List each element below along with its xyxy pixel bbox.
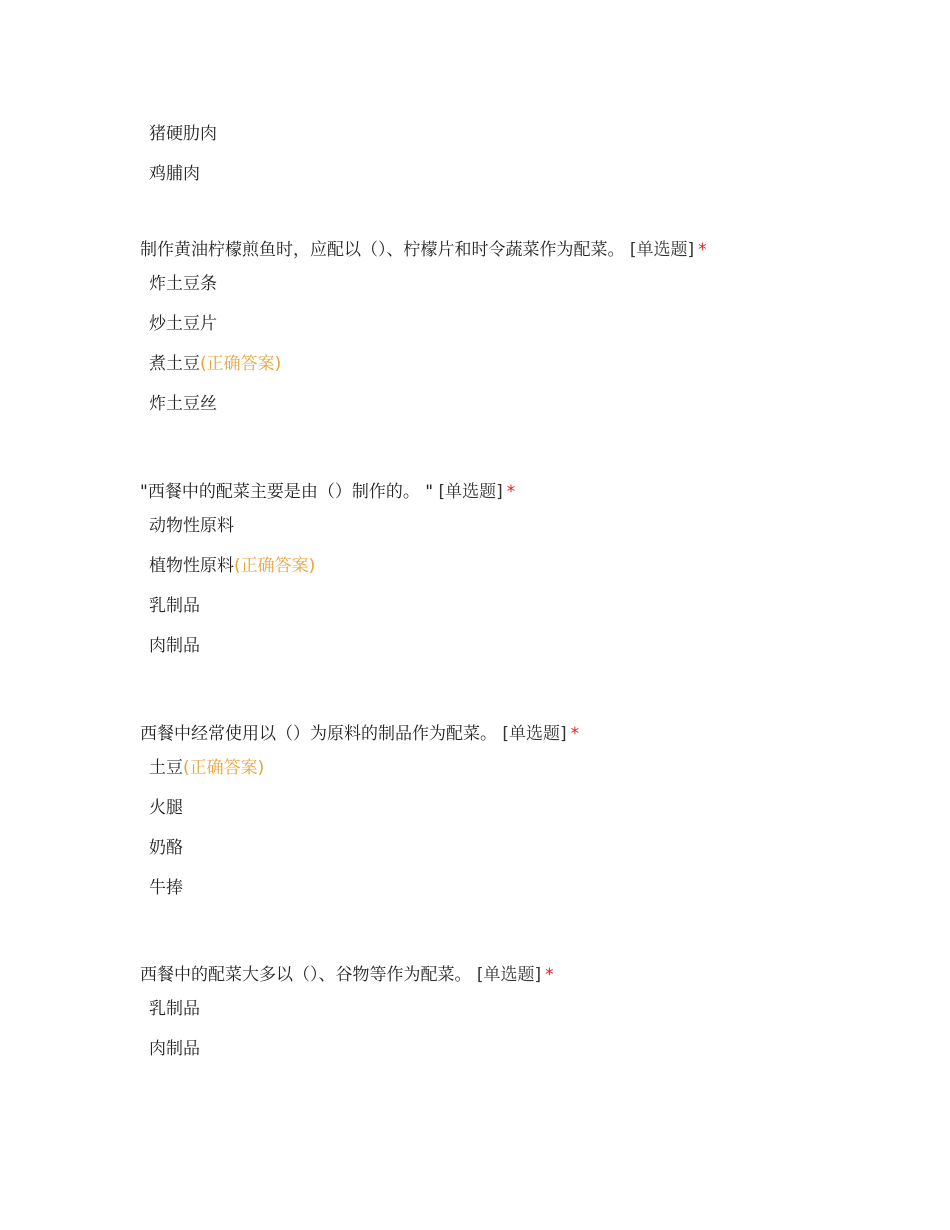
question-block <box>140 238 920 432</box>
required-asterisk: * <box>570 724 580 744</box>
option-text: 肉制品 <box>149 636 200 656</box>
option[interactable] <box>140 836 920 860</box>
option[interactable] <box>140 796 920 820</box>
required-asterisk: * <box>506 482 516 502</box>
option-text: 火腿 <box>149 798 183 818</box>
option-text: 鸡脯肉 <box>149 164 200 184</box>
question-text: 制作黄油柠檬煎鱼时，应配以（）、柠檬片和时令蔬菜作为配菜。 <box>140 240 625 260</box>
option[interactable] <box>140 594 920 618</box>
question-text: "西餐中的配菜主要是由（）制作的。 " <box>140 482 434 502</box>
option-text: 肉制品 <box>149 1039 200 1059</box>
question-type-tag: [单选题] <box>502 724 567 744</box>
option[interactable] <box>140 122 920 146</box>
question-block-continued <box>140 122 920 202</box>
option[interactable] <box>140 514 920 538</box>
question-title <box>140 963 920 987</box>
option-text: 炒土豆片 <box>149 314 217 334</box>
option[interactable] <box>140 876 920 900</box>
correct-answer-mark: (正确答案) <box>200 354 282 374</box>
option[interactable] <box>140 272 920 296</box>
option[interactable] <box>140 312 920 336</box>
option-text: 炸土豆丝 <box>149 394 217 414</box>
option-text: 奶酪 <box>149 838 183 858</box>
question-block <box>140 963 920 1077</box>
correct-answer-mark: (正确答案) <box>234 556 316 576</box>
option-text: 乳制品 <box>149 596 200 616</box>
question-type-tag: [单选题] <box>629 240 695 260</box>
correct-answer-mark: (正确答案) <box>183 758 265 778</box>
question-type-tag: [单选题] <box>438 482 503 502</box>
question-block <box>140 480 920 674</box>
question-type-tag: [单选题] <box>476 965 542 985</box>
option[interactable] <box>140 634 920 658</box>
option[interactable] <box>140 352 920 376</box>
option-text: 乳制品 <box>149 999 200 1019</box>
required-asterisk: * <box>545 965 554 985</box>
question-title <box>140 480 920 504</box>
option[interactable] <box>140 997 920 1021</box>
question-title <box>140 722 920 746</box>
option[interactable] <box>140 756 920 780</box>
question-block <box>140 722 920 916</box>
option-text: 牛捧 <box>149 878 183 898</box>
required-asterisk: * <box>698 240 707 260</box>
question-text: 西餐中的配菜大多以（）、谷物等作为配菜。 <box>140 965 472 985</box>
option[interactable] <box>140 392 920 416</box>
option-text: 植物性原料 <box>149 556 234 576</box>
question-title <box>140 238 920 262</box>
option-text: 动物性原料 <box>149 516 234 536</box>
option-text: 猪硬肋肉 <box>149 124 217 144</box>
option[interactable] <box>140 1037 920 1061</box>
option-text: 炸土豆条 <box>149 274 217 294</box>
question-text: 西餐中经常使用以（）为原料的制品作为配菜。 <box>140 724 497 744</box>
option[interactable] <box>140 162 920 186</box>
option[interactable] <box>140 554 920 578</box>
option-text: 土豆 <box>149 758 183 778</box>
option-text: 煮土豆 <box>149 354 200 374</box>
